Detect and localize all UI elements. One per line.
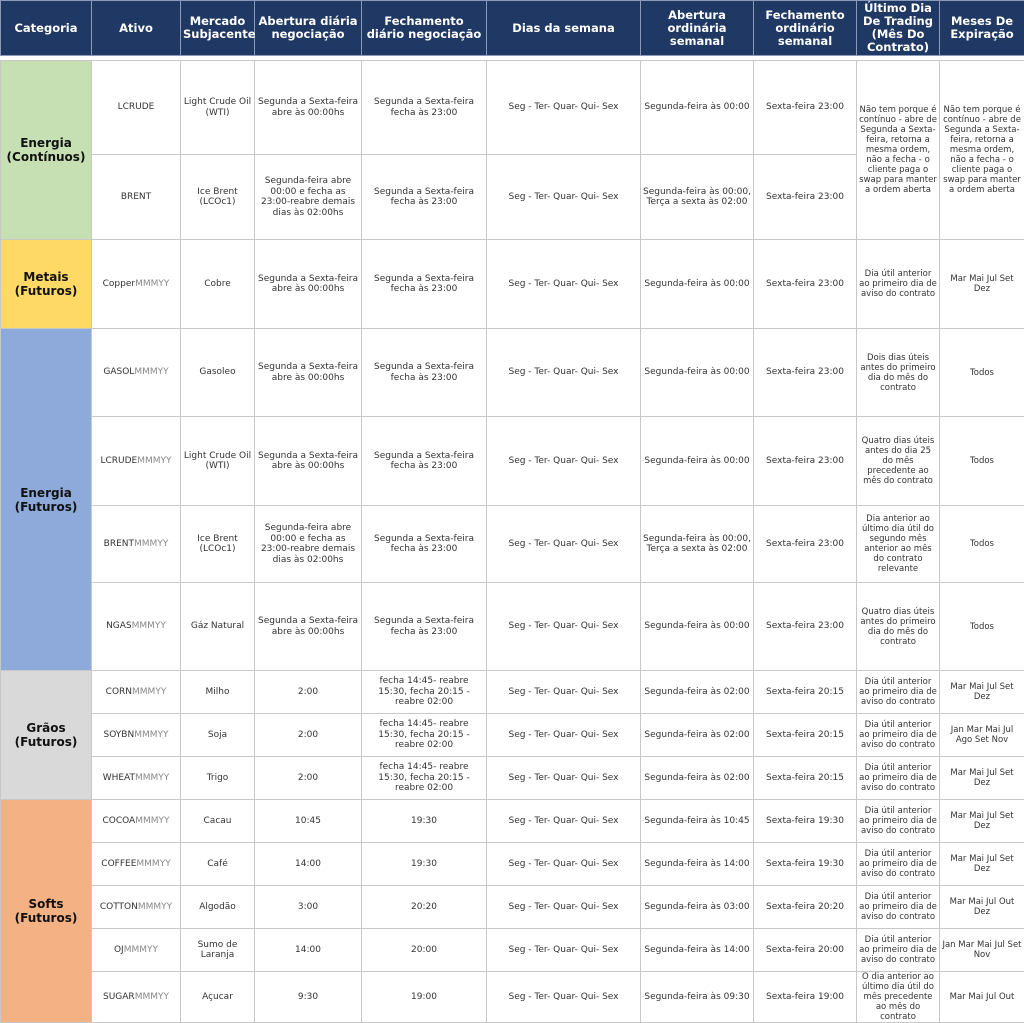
weekly-open-cell: Segunda-feira às 02:00 <box>641 757 754 800</box>
expiry-months-cell: Mar Mai Jul Set Dez <box>940 671 1024 714</box>
weekly-close-cell: Sexta-feira 20:15 <box>754 671 857 714</box>
last-trading-day-cell: Não tem porque é contínuo - abre de Segunda a Sexta-feira, retorna a mesma ordem, não a fecha - o cliente paga o swap para manter a ordem aberta <box>857 61 940 240</box>
weekdays-cell: Seg - Ter- Quar- Qui- Sex <box>487 800 641 843</box>
daily-close-cell: Segunda a Sexta-feira fecha às 23:00 <box>362 583 487 671</box>
weekdays-cell: Seg - Ter- Quar- Qui- Sex <box>487 843 641 886</box>
weekly-open-cell: Segunda-feira às 00:00, Terça a sexta às 02:00 <box>641 155 754 240</box>
category-softs: Softs (Futuros) <box>1 800 92 1023</box>
underlying-cell: Ice Brent (LCOc1) <box>181 155 255 240</box>
weekly-close-cell: Sexta-feira 23:00 <box>754 329 857 417</box>
weekdays-cell: Seg - Ter- Quar- Qui- Sex <box>487 61 641 155</box>
weekly-open-cell: Segunda-feira às 00:00 <box>641 240 754 329</box>
last-trading-day-cell: Dia útil anterior ao primeiro dia de aviso do contrato <box>857 800 940 843</box>
daily-open-cell: Segunda-feira abre 00:00 e fecha as 23:00-reabre demais dias às 02:00hs <box>255 155 362 240</box>
expiry-months-cell: Jan Mar Mai Jul Ago Set Nov <box>940 714 1024 757</box>
daily-close-cell: 20:20 <box>362 886 487 929</box>
weekly-open-cell: Segunda-feira às 00:00, Terça a sexta às 02:00 <box>641 506 754 583</box>
expiry-months-cell: Mar Mai Jul Out Dez <box>940 886 1024 929</box>
table-row <box>1 240 1024 329</box>
table-row <box>1 800 1024 843</box>
ticker-cell: CORNMMMYY <box>92 671 181 714</box>
underlying-cell: Café <box>181 843 255 886</box>
daily-close-cell: Segunda a Sexta-feira fecha às 23:00 <box>362 417 487 506</box>
underlying-cell: Gasoleo <box>181 329 255 417</box>
weekly-close-cell: Sexta-feira 19:30 <box>754 843 857 886</box>
daily-open-cell: 2:00 <box>255 757 362 800</box>
expiry-months-cell: Jan Mar Mai Jul Set Nov <box>940 929 1024 972</box>
ticker-cell: COFFEEMMMYY <box>92 843 181 886</box>
weekly-close-cell: Sexta-feira 20:15 <box>754 757 857 800</box>
table-row <box>1 714 1024 757</box>
daily-open-cell: 14:00 <box>255 843 362 886</box>
table-row <box>1 886 1024 929</box>
daily-open-cell: 3:00 <box>255 886 362 929</box>
underlying-cell: Soja <box>181 714 255 757</box>
ticker-cell: BRENT <box>92 155 181 240</box>
daily-open-cell: 14:00 <box>255 929 362 972</box>
expiry-months-cell: Todos <box>940 506 1024 583</box>
header-cell: Abertura diária negociação <box>255 1 362 56</box>
expiry-months-cell: Mar Mai Jul Set Dez <box>940 240 1024 329</box>
daily-open-cell: Segunda a Sexta-feira abre às 00:00hs <box>255 61 362 155</box>
weekdays-cell: Seg - Ter- Quar- Qui- Sex <box>487 240 641 329</box>
weekly-close-cell: Sexta-feira 20:15 <box>754 714 857 757</box>
ticker-cell: SOYBNMMMYY <box>92 714 181 757</box>
daily-open-cell: Segunda a Sexta-feira abre às 00:00hs <box>255 583 362 671</box>
table-row <box>1 417 1024 506</box>
daily-open-cell: Segunda-feira abre 00:00 e fecha as 23:00-reabre demais dias às 02:00hs <box>255 506 362 583</box>
underlying-cell: Açucar <box>181 972 255 1023</box>
ticker-cell: COCOAMMMYY <box>92 800 181 843</box>
ticker-cell: GASOLMMMYY <box>92 329 181 417</box>
table-row <box>1 329 1024 417</box>
weekdays-cell: Seg - Ter- Quar- Qui- Sex <box>487 671 641 714</box>
daily-close-cell: fecha 14:45- reabre 15:30, fecha 20:15 - reabre 02:00 <box>362 714 487 757</box>
weekly-open-cell: Segunda-feira às 10:45 <box>641 800 754 843</box>
weekdays-cell: Seg - Ter- Quar- Qui- Sex <box>487 583 641 671</box>
underlying-cell: Light Crude Oil (WTI) <box>181 417 255 506</box>
table-row <box>1 929 1024 972</box>
daily-close-cell: Segunda a Sexta-feira fecha às 23:00 <box>362 240 487 329</box>
weekdays-cell: Seg - Ter- Quar- Qui- Sex <box>487 329 641 417</box>
category-graos: Grãos (Futuros) <box>1 671 92 800</box>
table-row <box>1 972 1024 1023</box>
weekdays-cell: Seg - Ter- Quar- Qui- Sex <box>487 417 641 506</box>
daily-close-cell: 19:00 <box>362 972 487 1023</box>
ticker-cell: NGASMMMYY <box>92 583 181 671</box>
expiry-months-cell: Mar Mai Jul Set Dez <box>940 800 1024 843</box>
header-cell: Fechamento diário negociação <box>362 1 487 56</box>
ticker-cell: CopperMMMYY <box>92 240 181 329</box>
daily-close-cell: Segunda a Sexta-feira fecha às 23:00 <box>362 329 487 417</box>
weekly-open-cell: Segunda-feira às 09:30 <box>641 972 754 1023</box>
header-cell: Meses De Expiração <box>940 1 1024 56</box>
last-trading-day-cell: Dia útil anterior ao primeiro dia de aviso do contrato <box>857 240 940 329</box>
expiry-months-cell: Todos <box>940 417 1024 506</box>
underlying-cell: Light Crude Oil (WTI) <box>181 61 255 155</box>
expiry-months-cell: Mar Mai Jul Set Dez <box>940 843 1024 886</box>
ticker-cell: LCRUDEMMMYY <box>92 417 181 506</box>
header-cell: Ativo <box>92 1 181 56</box>
table-row <box>1 583 1024 671</box>
last-trading-day-cell: Dia útil anterior ao primeiro dia de aviso do contrato <box>857 929 940 972</box>
daily-close-cell: Segunda a Sexta-feira fecha às 23:00 <box>362 506 487 583</box>
expiry-months-cell: Mar Mai Jul Out <box>940 972 1024 1023</box>
category-metais: Metais (Futuros) <box>1 240 92 329</box>
weekly-close-cell: Sexta-feira 20:20 <box>754 886 857 929</box>
last-trading-day-cell: Dia útil anterior ao primeiro dia de aviso do contrato <box>857 843 940 886</box>
weekly-close-cell: Sexta-feira 23:00 <box>754 506 857 583</box>
daily-open-cell: 10:45 <box>255 800 362 843</box>
underlying-cell: Cobre <box>181 240 255 329</box>
underlying-cell: Gáz Natural <box>181 583 255 671</box>
weekly-close-cell: Sexta-feira 23:00 <box>754 61 857 155</box>
weekdays-cell: Seg - Ter- Quar- Qui- Sex <box>487 929 641 972</box>
header-row <box>1 1 1024 56</box>
weekly-open-cell: Segunda-feira às 00:00 <box>641 417 754 506</box>
expiry-months-cell: Todos <box>940 583 1024 671</box>
last-trading-day-cell: Quatro dias úteis antes do primeiro dia do mês do contrato <box>857 583 940 671</box>
weekly-open-cell: Segunda-feira às 00:00 <box>641 583 754 671</box>
daily-close-cell: 19:30 <box>362 843 487 886</box>
weekly-close-cell: Sexta-feira 19:30 <box>754 800 857 843</box>
weekly-open-cell: Segunda-feira às 02:00 <box>641 671 754 714</box>
weekly-open-cell: Segunda-feira às 02:00 <box>641 714 754 757</box>
last-trading-day-cell: Dois dias úteis antes do primeiro dia do mês do contrato <box>857 329 940 417</box>
weekdays-cell: Seg - Ter- Quar- Qui- Sex <box>487 506 641 583</box>
header-cell: Fechamento ordinário semanal <box>754 1 857 56</box>
category-energia-futuros: Energia (Futuros) <box>1 329 92 671</box>
daily-open-cell: 2:00 <box>255 671 362 714</box>
weekly-open-cell: Segunda-feira às 03:00 <box>641 886 754 929</box>
daily-close-cell: fecha 14:45- reabre 15:30, fecha 20:15 - reabre 02:00 <box>362 671 487 714</box>
weekly-open-cell: Segunda-feira às 14:00 <box>641 929 754 972</box>
last-trading-day-cell: Dia útil anterior ao primeiro dia de aviso do contrato <box>857 886 940 929</box>
last-trading-day-cell: Dia útil anterior ao primeiro dia de aviso do contrato <box>857 671 940 714</box>
header-cell: Dias da semana <box>487 1 641 56</box>
ticker-cell: BRENTMMMYY <box>92 506 181 583</box>
underlying-cell: Trigo <box>181 757 255 800</box>
daily-close-cell: Segunda a Sexta-feira fecha às 23:00 <box>362 155 487 240</box>
header-cell: Categoria <box>1 1 92 56</box>
table-row <box>1 506 1024 583</box>
ticker-cell: LCRUDE <box>92 61 181 155</box>
weekly-close-cell: Sexta-feira 20:00 <box>754 929 857 972</box>
last-trading-day-cell: Dia útil anterior ao primeiro dia de aviso do contrato <box>857 757 940 800</box>
weekdays-cell: Seg - Ter- Quar- Qui- Sex <box>487 972 641 1023</box>
category-energia-continuos: Energia (Contínuos) <box>1 61 92 240</box>
table-row <box>1 757 1024 800</box>
daily-close-cell: 20:00 <box>362 929 487 972</box>
last-trading-day-cell: Quatro dias úteis antes do dia 25 do mês precedente ao mês do contrato <box>857 417 940 506</box>
ticker-cell: OJMMMYY <box>92 929 181 972</box>
weekly-close-cell: Sexta-feira 23:00 <box>754 155 857 240</box>
last-trading-day-cell: O dia anterior ao último dia útil do mês precedente ao mês do contrato <box>857 972 940 1023</box>
weekly-close-cell: Sexta-feira 23:00 <box>754 240 857 329</box>
table-row <box>1 61 1024 155</box>
ticker-cell: WHEATMMMYY <box>92 757 181 800</box>
underlying-cell: Cacau <box>181 800 255 843</box>
weekly-close-cell: Sexta-feira 23:00 <box>754 583 857 671</box>
last-trading-day-cell: Dia útil anterior ao primeiro dia de aviso do contrato <box>857 714 940 757</box>
ticker-cell: SUGARMMMYY <box>92 972 181 1023</box>
table-row <box>1 843 1024 886</box>
expiry-months-cell: Mar Mai Jul Set Dez <box>940 757 1024 800</box>
daily-close-cell: fecha 14:45- reabre 15:30, fecha 20:15 - reabre 02:00 <box>362 757 487 800</box>
weekdays-cell: Seg - Ter- Quar- Qui- Sex <box>487 714 641 757</box>
weekly-close-cell: Sexta-feira 23:00 <box>754 417 857 506</box>
daily-open-cell: Segunda a Sexta-feira abre às 00:00hs <box>255 417 362 506</box>
weekdays-cell: Seg - Ter- Quar- Qui- Sex <box>487 155 641 240</box>
underlying-cell: Sumo de Laranja <box>181 929 255 972</box>
header-cell: Último Dia De Trading (Mês Do Contrato) <box>857 1 940 56</box>
header-cell: Abertura ordinária semanal <box>641 1 754 56</box>
weekly-open-cell: Segunda-feira às 00:00 <box>641 61 754 155</box>
underlying-cell: Algodão <box>181 886 255 929</box>
daily-open-cell: 2:00 <box>255 714 362 757</box>
weekdays-cell: Seg - Ter- Quar- Qui- Sex <box>487 886 641 929</box>
weekdays-cell: Seg - Ter- Quar- Qui- Sex <box>487 757 641 800</box>
header-cell: Mercado Subjacente <box>181 1 255 56</box>
table-row <box>1 671 1024 714</box>
last-trading-day-cell: Dia anterior ao último dia útil do segundo mês anterior ao mês do contrato relevante <box>857 506 940 583</box>
daily-open-cell: 9:30 <box>255 972 362 1023</box>
weekly-open-cell: Segunda-feira às 14:00 <box>641 843 754 886</box>
ticker-cell: COTTONMMMYY <box>92 886 181 929</box>
underlying-cell: Milho <box>181 671 255 714</box>
daily-close-cell: 19:30 <box>362 800 487 843</box>
weekly-close-cell: Sexta-feira 19:00 <box>754 972 857 1023</box>
expiry-months-cell: Todos <box>940 329 1024 417</box>
daily-open-cell: Segunda a Sexta-feira abre às 00:00hs <box>255 240 362 329</box>
daily-open-cell: Segunda a Sexta-feira abre às 00:00hs <box>255 329 362 417</box>
underlying-cell: Ice Brent (LCOc1) <box>181 506 255 583</box>
expiry-months-cell: Não tem porque é contínuo - abre de Segunda a Sexta-feira, retorna a mesma ordem, não a fecha - o cliente paga o swap para manter a ordem aberta <box>940 61 1024 240</box>
weekly-open-cell: Segunda-feira às 00:00 <box>641 329 754 417</box>
daily-close-cell: Segunda a Sexta-feira fecha às 23:00 <box>362 61 487 155</box>
